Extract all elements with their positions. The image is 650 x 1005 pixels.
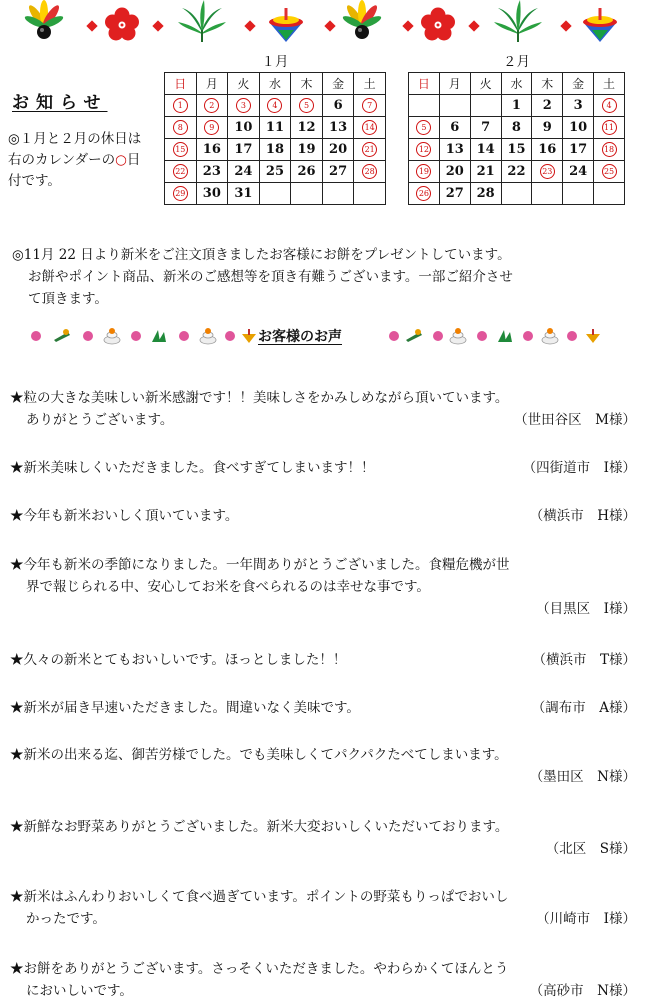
holiday-date: 8 bbox=[173, 120, 188, 135]
date-number: 6 bbox=[333, 98, 343, 113]
date-number: 10 bbox=[569, 120, 588, 135]
date-number: 11 bbox=[265, 120, 285, 135]
calendar-day bbox=[563, 117, 594, 139]
weekday-header: 月 bbox=[439, 73, 470, 95]
voice-text: ★新米美味しくいただきました。食べすぎてしまいます！！ bbox=[10, 460, 375, 476]
calendar-grid bbox=[408, 72, 625, 205]
calendar-day bbox=[165, 117, 197, 139]
notice-title: お知らせ bbox=[12, 93, 108, 113]
calendar-day bbox=[532, 95, 563, 117]
calendar-day bbox=[439, 95, 470, 117]
date-number: 24 bbox=[234, 164, 253, 179]
holiday-date: 5 bbox=[299, 98, 314, 113]
date-number: 24 bbox=[569, 164, 588, 179]
calendar-day bbox=[322, 95, 354, 117]
holiday-date: 5 bbox=[416, 120, 431, 135]
decor-row-right bbox=[386, 326, 616, 346]
date-number: 17 bbox=[234, 142, 253, 157]
holiday-date: 7 bbox=[362, 98, 377, 113]
calendar-title: １月 bbox=[261, 54, 289, 70]
calendar-day bbox=[228, 183, 260, 205]
calendar-day bbox=[291, 161, 323, 183]
date-number: 31 bbox=[234, 186, 253, 201]
date-number: 17 bbox=[569, 142, 588, 157]
date-number: 2 bbox=[542, 98, 552, 113]
holiday-date: 28 bbox=[362, 164, 377, 179]
calendar-day bbox=[259, 183, 291, 205]
calendar-day bbox=[594, 117, 625, 139]
calendar-day bbox=[470, 117, 501, 139]
calendar-day bbox=[501, 161, 532, 183]
calendar-day bbox=[532, 117, 563, 139]
calendar-day bbox=[165, 95, 197, 117]
holiday-mark: ○ bbox=[115, 152, 127, 168]
customer-voice bbox=[10, 816, 636, 860]
voices-title: お客様のお声 bbox=[258, 329, 342, 345]
calendar-day bbox=[196, 139, 228, 161]
customer-voice bbox=[10, 958, 636, 1002]
calendar-day bbox=[322, 117, 354, 139]
voice-signature: （横浜市 H様） bbox=[529, 508, 636, 524]
voice-text: かったです。 bbox=[26, 911, 106, 927]
intro-paragraph bbox=[12, 244, 642, 310]
voice-signature: （墨田区 N様） bbox=[529, 769, 636, 785]
customer-voice bbox=[10, 744, 636, 788]
date-number: 19 bbox=[297, 142, 316, 157]
holiday-date: 3 bbox=[236, 98, 251, 113]
calendar-day bbox=[196, 95, 228, 117]
holiday-date: 26 bbox=[416, 186, 431, 201]
calendar-day bbox=[563, 95, 594, 117]
date-number: 1 bbox=[511, 98, 521, 113]
date-number: 25 bbox=[265, 164, 285, 179]
holiday-date: 23 bbox=[540, 164, 555, 179]
calendar-day bbox=[259, 95, 291, 117]
date-number: 13 bbox=[329, 120, 348, 135]
holiday-date: 15 bbox=[173, 142, 188, 157]
calendar-day bbox=[563, 139, 594, 161]
weekday-header: 水 bbox=[259, 73, 291, 95]
calendar-day bbox=[501, 183, 532, 205]
calendar-day bbox=[501, 117, 532, 139]
new-year-banner bbox=[0, 0, 650, 50]
customer-voice bbox=[10, 886, 636, 930]
voice-signature: （北区 S様） bbox=[545, 841, 636, 857]
date-number: 21 bbox=[476, 164, 495, 179]
calendar-day bbox=[594, 95, 625, 117]
date-number: 30 bbox=[202, 186, 221, 201]
date-number: 13 bbox=[445, 142, 464, 157]
holiday-date: 14 bbox=[362, 120, 377, 135]
weekday-header: 金 bbox=[563, 73, 594, 95]
calendar-day bbox=[409, 161, 440, 183]
weekday-header: 木 bbox=[532, 73, 563, 95]
date-number: 20 bbox=[445, 164, 464, 179]
calendar-day bbox=[322, 161, 354, 183]
calendar-day bbox=[259, 117, 291, 139]
customer-voice bbox=[10, 387, 636, 431]
calendar-grid bbox=[164, 72, 386, 205]
voices-header bbox=[0, 322, 650, 350]
weekday-header: 金 bbox=[322, 73, 354, 95]
calendar-day bbox=[594, 139, 625, 161]
holiday-date: 25 bbox=[602, 164, 617, 179]
calendar-day bbox=[439, 139, 470, 161]
voice-signature: （川崎市 I様） bbox=[536, 911, 636, 927]
notice-block bbox=[8, 88, 148, 192]
weekday-header: 日 bbox=[409, 73, 440, 95]
calendar-day bbox=[501, 139, 532, 161]
date-number: 3 bbox=[573, 98, 583, 113]
calendar-day bbox=[196, 183, 228, 205]
calendar-day bbox=[409, 117, 440, 139]
customer-voice bbox=[10, 457, 636, 479]
calendar-day bbox=[165, 139, 197, 161]
calendar-day bbox=[165, 161, 197, 183]
calendar-day bbox=[594, 183, 625, 205]
voice-text: ★新米が届き早速いただきました。間違いなく美味です。 bbox=[10, 700, 360, 716]
customer-voice bbox=[10, 649, 636, 671]
notice-text-post: 日付です。 bbox=[8, 152, 141, 189]
calendar-day bbox=[354, 161, 386, 183]
calendar-day bbox=[439, 161, 470, 183]
decor-row-left bbox=[28, 326, 258, 346]
calendar-day bbox=[594, 161, 625, 183]
calendar-day bbox=[354, 117, 386, 139]
weekday-header: 火 bbox=[228, 73, 260, 95]
notice-body bbox=[8, 129, 148, 192]
voice-text: ★今年も新米おいしく頂いています。 bbox=[10, 508, 239, 524]
calendar-day bbox=[470, 95, 501, 117]
date-number: 15 bbox=[507, 142, 526, 157]
voice-signature: （目黒区 I様） bbox=[536, 601, 636, 617]
holiday-date: 22 bbox=[173, 164, 188, 179]
calendar-day bbox=[228, 139, 260, 161]
calendar-day bbox=[291, 183, 323, 205]
calendar-day bbox=[228, 117, 260, 139]
calendar-day bbox=[354, 95, 386, 117]
calendar-day bbox=[354, 183, 386, 205]
holiday-date: 21 bbox=[362, 142, 377, 157]
voice-text: 界で報じられる中、安心してお米を食べられるのは幸せな事です。 bbox=[26, 579, 430, 595]
voice-signature: （四街道市 I様） bbox=[522, 460, 636, 476]
voice-text: ★新米はふんわりおいしくて食べ過ぎています。ポイントの野菜もりっぱでおいし bbox=[10, 889, 509, 905]
date-number: 27 bbox=[445, 186, 464, 201]
calendar-february bbox=[408, 52, 625, 205]
calendar-day bbox=[322, 183, 354, 205]
calendar-day bbox=[322, 139, 354, 161]
customer-voice bbox=[10, 505, 636, 527]
intro-line: て頂きます。 bbox=[28, 291, 108, 307]
date-number: 26 bbox=[297, 164, 316, 179]
calendar-day bbox=[470, 161, 501, 183]
intro-line: お餅やポイント商品、新米のご感想等を頂き有難うございます。一部ご紹介させ bbox=[28, 269, 513, 285]
holiday-date: 9 bbox=[204, 120, 219, 135]
calendar-day bbox=[501, 95, 532, 117]
date-number: 9 bbox=[542, 120, 552, 135]
date-number: 18 bbox=[265, 142, 285, 157]
calendar-day bbox=[470, 183, 501, 205]
date-number: 23 bbox=[202, 164, 221, 179]
date-number: 28 bbox=[476, 186, 495, 201]
weekday-header: 日 bbox=[165, 73, 197, 95]
customer-voice bbox=[10, 697, 636, 719]
calendar-day bbox=[532, 183, 563, 205]
notice-text-pre: ◎１月と２月の休日は右のカレンダーの bbox=[8, 131, 142, 168]
calendar-day bbox=[228, 161, 260, 183]
calendar-day bbox=[291, 95, 323, 117]
date-number: 10 bbox=[234, 120, 253, 135]
calendar-day bbox=[354, 139, 386, 161]
weekday-header: 月 bbox=[196, 73, 228, 95]
calendar-day bbox=[470, 139, 501, 161]
holiday-date: 18 bbox=[602, 142, 617, 157]
holiday-date: 12 bbox=[416, 142, 431, 157]
calendar-day bbox=[165, 183, 197, 205]
weekday-header: 水 bbox=[501, 73, 532, 95]
date-number: 8 bbox=[511, 120, 521, 135]
weekday-header: 木 bbox=[291, 73, 323, 95]
calendar-day bbox=[228, 95, 260, 117]
customer-voice bbox=[10, 554, 636, 620]
date-number: 20 bbox=[329, 142, 348, 157]
date-number: 16 bbox=[202, 142, 221, 157]
voice-text: ★新鮮なお野菜ありがとうございました。新米大変おいしくいただいております。 bbox=[10, 819, 509, 835]
calendar-day bbox=[532, 161, 563, 183]
calendar-day bbox=[291, 117, 323, 139]
holiday-date: 11 bbox=[602, 120, 617, 135]
voice-text: ありがとうございます。 bbox=[26, 412, 174, 428]
holiday-date: 19 bbox=[416, 164, 431, 179]
date-number: 14 bbox=[476, 142, 495, 157]
voice-text: ★新米の出来る迄、御苦労様でした。でも美味しくてパクパクたべてしまいます。 bbox=[10, 747, 508, 763]
weekday-header: 火 bbox=[470, 73, 501, 95]
calendar-january bbox=[164, 52, 386, 205]
voice-signature: （横浜市 T様） bbox=[532, 652, 636, 668]
calendar-day bbox=[409, 139, 440, 161]
date-number: 16 bbox=[538, 142, 557, 157]
holiday-date: 1 bbox=[173, 98, 188, 113]
calendar-day bbox=[259, 161, 291, 183]
voice-signature: （高砂市 N様） bbox=[529, 983, 636, 999]
holiday-date: 29 bbox=[173, 186, 188, 201]
date-number: 6 bbox=[450, 120, 460, 135]
holiday-date: 4 bbox=[602, 98, 617, 113]
calendar-day bbox=[439, 117, 470, 139]
weekday-header: 土 bbox=[594, 73, 625, 95]
voice-text: ★粒の大きな美味しい新米感謝です！！美味しさをかみしめながら頂いています。 bbox=[10, 390, 509, 406]
voice-signature: （世田谷区 M様） bbox=[514, 412, 636, 428]
calendar-day bbox=[409, 183, 440, 205]
calendar-title: ２月 bbox=[503, 54, 530, 70]
calendar-day bbox=[291, 139, 323, 161]
voice-text: においしいです。 bbox=[26, 983, 133, 999]
voice-text: ★久々の新米とてもおいしいです。ほっとしました！！ bbox=[10, 652, 347, 668]
date-number: 22 bbox=[507, 164, 526, 179]
weekday-header: 土 bbox=[354, 73, 386, 95]
holiday-date: 4 bbox=[267, 98, 282, 113]
calendar-day bbox=[532, 139, 563, 161]
date-number: 27 bbox=[329, 164, 348, 179]
calendar-day bbox=[196, 161, 228, 183]
date-number: 7 bbox=[481, 120, 491, 135]
holiday-date: 2 bbox=[204, 98, 219, 113]
voice-signature: （調布市 A様） bbox=[531, 700, 636, 716]
date-number: 12 bbox=[297, 120, 316, 135]
calendar-day bbox=[259, 139, 291, 161]
calendar-day bbox=[563, 161, 594, 183]
voice-text: ★お餅をありがとうございます。さっそくいただきました。やわらかくてほんとう bbox=[10, 961, 509, 977]
calendar-day bbox=[196, 117, 228, 139]
intro-line: ◎11月 22 日より新米をご注文頂きましたお客様にお餅をプレゼントしています。 bbox=[12, 247, 511, 263]
calendar-day bbox=[439, 183, 470, 205]
voice-text: ★今年も新米の季節になりました。一年間ありがとうございました。食糧危機が世 bbox=[10, 557, 510, 573]
calendar-day bbox=[563, 183, 594, 205]
calendar-day bbox=[409, 95, 440, 117]
